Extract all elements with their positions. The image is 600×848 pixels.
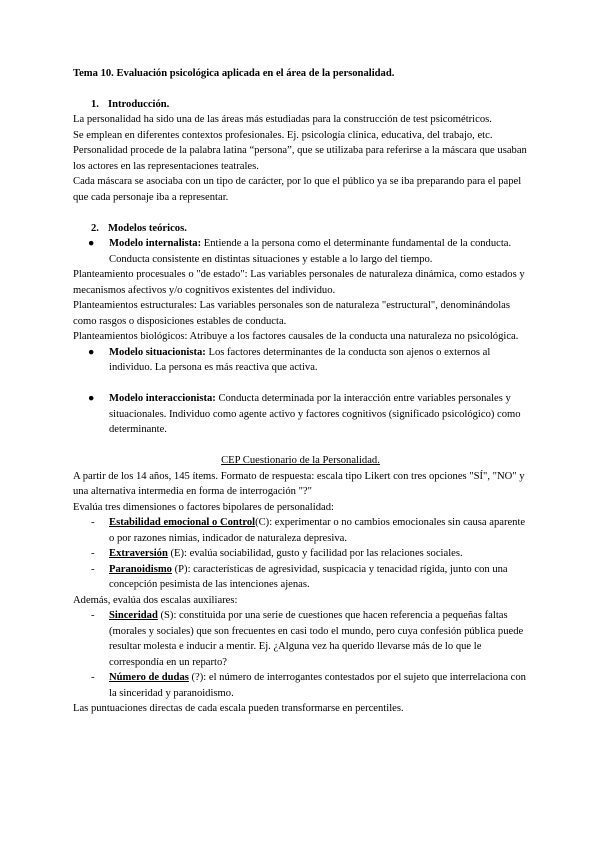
model-description: Conducta determinada por la interacción entre variables personales y situacionales. Individuo como agente activo y factores cognitivos (significado psicológico) como determinante. <box>109 393 521 435</box>
intro-paragraph-4: Cada máscara se asociaba con un tipo de carácter, por lo que el público ya se iba preparando para el papel que cada personaje iba a representar. <box>73 176 522 203</box>
planteamiento-biologicos: Planteamientos biológicos: Atribuye a los factores causales de la conducta una naturaleza no psicológica. <box>73 331 519 342</box>
planteamiento-estructurales: Planteamientos estructurales: Las variables personales son de naturaleza "estructural", denominándolas como rasgos o disposiciones estables de conducta. <box>73 300 510 327</box>
model-description: Entiende a la persona como el determinante fundamental de la conducta. Conducta consistente en distintas situaciones y estable a lo largo del tiempo. <box>109 238 512 265</box>
dash-icon: - <box>91 610 95 621</box>
model-term: Modelo situacionista: <box>109 346 206 358</box>
intro-paragraph-1: La personalidad ha sido una de las áreas más estudiadas para la construcción de test psicométricos. <box>73 114 492 125</box>
planteamiento-procesuales: Planteamiento procesuales o "de estado": Las variables personales de naturaleza dinámica, como estados y mecanismos afectivos y/o cognitivos existentes del individuo. <box>73 269 525 296</box>
bullet-icon: ● <box>88 346 95 358</box>
scale-item <box>73 608 528 670</box>
section-2-heading <box>73 221 528 237</box>
model-description: Los factores determinantes de la conducta son ajenos o externos al individuo. La persona es más reactiva que activa. <box>109 346 491 373</box>
scale-description: (C): experimentar o no cambios emocionales sin causa aparente o por razones nimias, indicador de naturaleza depresiva. <box>109 517 526 544</box>
dash-icon: - <box>91 672 95 683</box>
bullet-icon: ● <box>88 393 95 404</box>
model-term: Modelo internalista: <box>109 238 202 249</box>
scale-item <box>73 515 528 546</box>
scale-description: (S): constituida por una serie de cuestiones que hacen referencia a pequeñas faltas (morales y sociales) que son frecuentes en casi todo el mundo, pero cuya confesión pública puede resultar molesta e inducir a mentir. Ej. ¿Alguna vez ha querido llevarse más de lo que le correspondía en un reparto? <box>109 610 524 668</box>
section-1-number: 1. <box>91 98 99 110</box>
scale-item <box>73 562 528 593</box>
scale-description: (E): evalúa sociabilidad, gusto y facilidad por las relaciones sociales. <box>167 548 463 559</box>
intro-paragraph-2: Se emplean en diferentes contextos profesionales. Ej. psicología clínica, educativa, del trabajo, etc. <box>73 129 493 141</box>
cep-bipolar-intro: Evalúa tres dimensiones o factores bipolares de personalidad: <box>73 501 334 513</box>
scale-description: (P): características de agresividad, suspicacia y tenacidad rígida, junto con una concepción pesimista de las intenciones ajenas. <box>109 563 508 590</box>
model-interaccionista-item <box>73 391 528 438</box>
scale-term: Estabilidad emocional o Control <box>109 517 256 528</box>
section-1-title: Introducción. <box>108 98 170 110</box>
document-title: Tema 10. Evaluación psicológica aplicada en el área de la personalidad. <box>73 68 395 79</box>
cep-intro: A partir de los 14 años, 145 ítems. Formato de respuesta: escala tipo Likert con tres opciones "SÍ", "NO" y una alternativa intermedia en forma de interrogación "?" <box>73 470 525 497</box>
cep-heading <box>73 453 528 469</box>
cep-aux-intro: Además, evalúa dos escalas auxiliares: <box>73 594 238 606</box>
scale-item <box>73 546 528 562</box>
dash-icon: - <box>91 548 95 559</box>
document-page <box>73 66 528 717</box>
model-internalista-item <box>73 236 528 267</box>
scale-description: (?): el número de interrogantes contestados por el sujeto que interrelaciona con la sinceridad y paranoidismo. <box>109 672 526 699</box>
section-2-number: 2. <box>91 222 99 234</box>
section-1-heading <box>73 97 528 113</box>
intro-paragraph-3: Personalidad procede de la palabra latina “persona”, que se utilizaba para referirse a la máscara que usaban los actores en las representaciones teatrales. <box>73 145 527 172</box>
scale-term: Número de dudas <box>109 672 189 683</box>
model-situacionista-item <box>73 345 528 376</box>
bullet-icon: ● <box>88 238 95 249</box>
scale-term: Sinceridad <box>109 610 158 621</box>
section-2-title: Modelos teóricos. <box>108 222 187 234</box>
scale-term: Paranoidismo <box>109 563 172 575</box>
dash-icon: - <box>91 563 95 575</box>
cep-heading-text: CEP Cuestionario de la Personalidad. <box>221 455 380 466</box>
dash-icon: - <box>91 517 95 528</box>
cep-closing: Las puntuaciones directas de cada escala pueden transformarse en percentiles. <box>73 703 404 714</box>
model-term: Modelo interaccionista: <box>109 393 216 404</box>
scale-item <box>73 670 528 701</box>
scale-term: Extraversión <box>109 548 168 559</box>
